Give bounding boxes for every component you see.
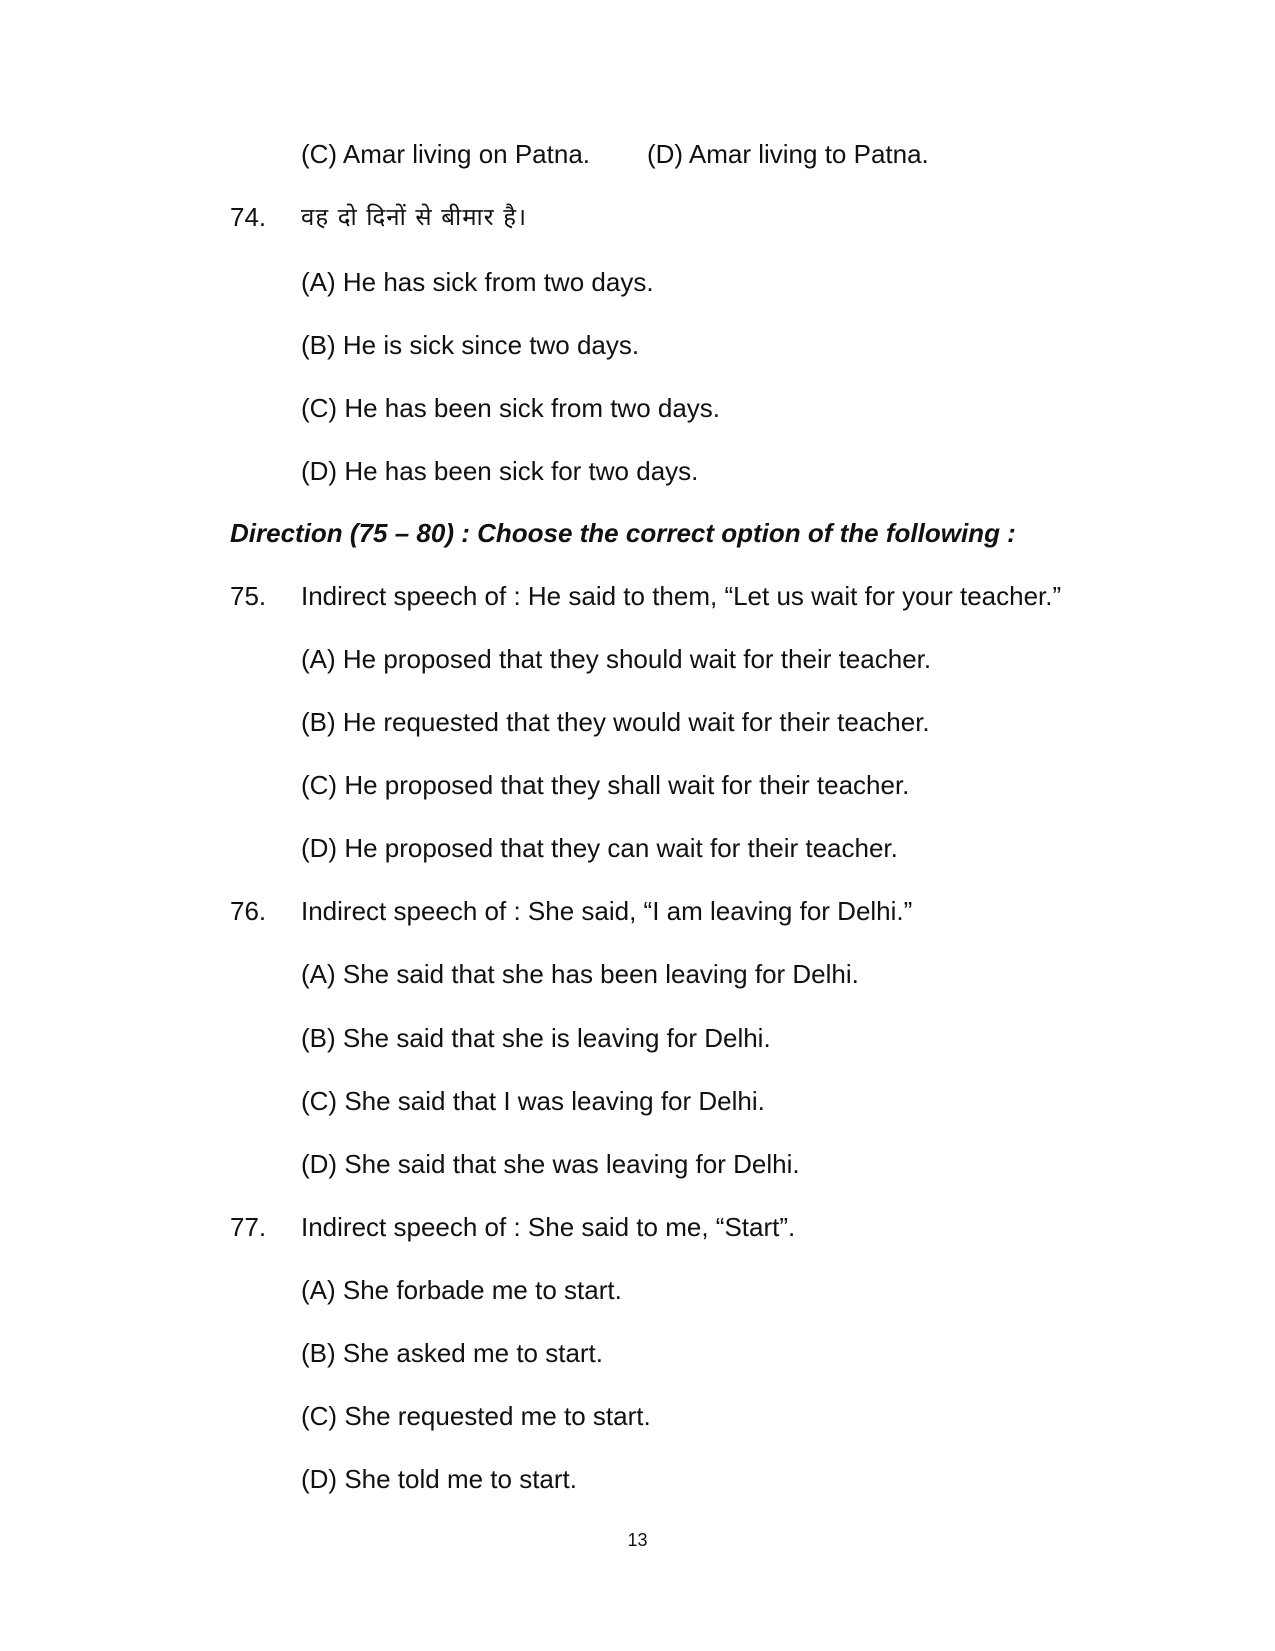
q75-option-a: (A) He proposed that they should wait for their teacher. [301, 644, 932, 674]
q76-text: Indirect speech of : She said, “I am leaving for Delhi.” [301, 896, 913, 926]
q77-option-c: (C) She requested me to start. [301, 1401, 651, 1431]
page-number: 13 [627, 1530, 648, 1550]
q76-option-d: (D) She said that she was leaving for Delhi. [301, 1149, 800, 1179]
q77-option-d: (D) She told me to start. [301, 1464, 577, 1494]
q74-option-d: (D) He has been sick for two days. [301, 456, 699, 486]
q77-option-a: (A) She forbade me to start. [301, 1275, 622, 1305]
q74-text: वह दो दिनों से बीमार है। [301, 203, 528, 231]
q73-option-d: (D) Amar living to Patna. [647, 139, 929, 169]
q77-option-b: (B) She asked me to start. [301, 1338, 604, 1368]
q74-option-b: (B) He is sick since two days. [301, 330, 640, 360]
q75-option-b: (B) He requested that they would wait for their teacher. [301, 707, 930, 737]
q74-option-a: (A) He has sick from two days. [301, 267, 654, 297]
q77-text: Indirect speech of : She said to me, “Start”. [301, 1212, 796, 1242]
q74-number: 74. [230, 202, 267, 232]
q74-option-c: (C) He has been sick from two days. [301, 393, 721, 423]
q76-number: 76. [230, 896, 267, 926]
q77-number: 77. [230, 1212, 267, 1242]
direction-heading: Direction (75 – 80) : Choose the correct option of the following : [230, 518, 1016, 548]
q75-option-c: (C) He proposed that they shall wait for their teacher. [301, 770, 910, 800]
q75-number: 75. [230, 581, 267, 611]
q73-option-c: (C) Amar living on Patna. [301, 139, 591, 169]
q75-text: Indirect speech of : He said to them, “Let us wait for your teacher.” [301, 581, 1062, 611]
q76-option-c: (C) She said that I was leaving for Delhi. [301, 1086, 765, 1116]
q76-option-b: (B) She said that she is leaving for Delhi. [301, 1023, 771, 1053]
q76-option-a: (A) She said that she has been leaving for Delhi. [301, 959, 859, 989]
q75-option-d: (D) He proposed that they can wait for their teacher. [301, 833, 898, 863]
